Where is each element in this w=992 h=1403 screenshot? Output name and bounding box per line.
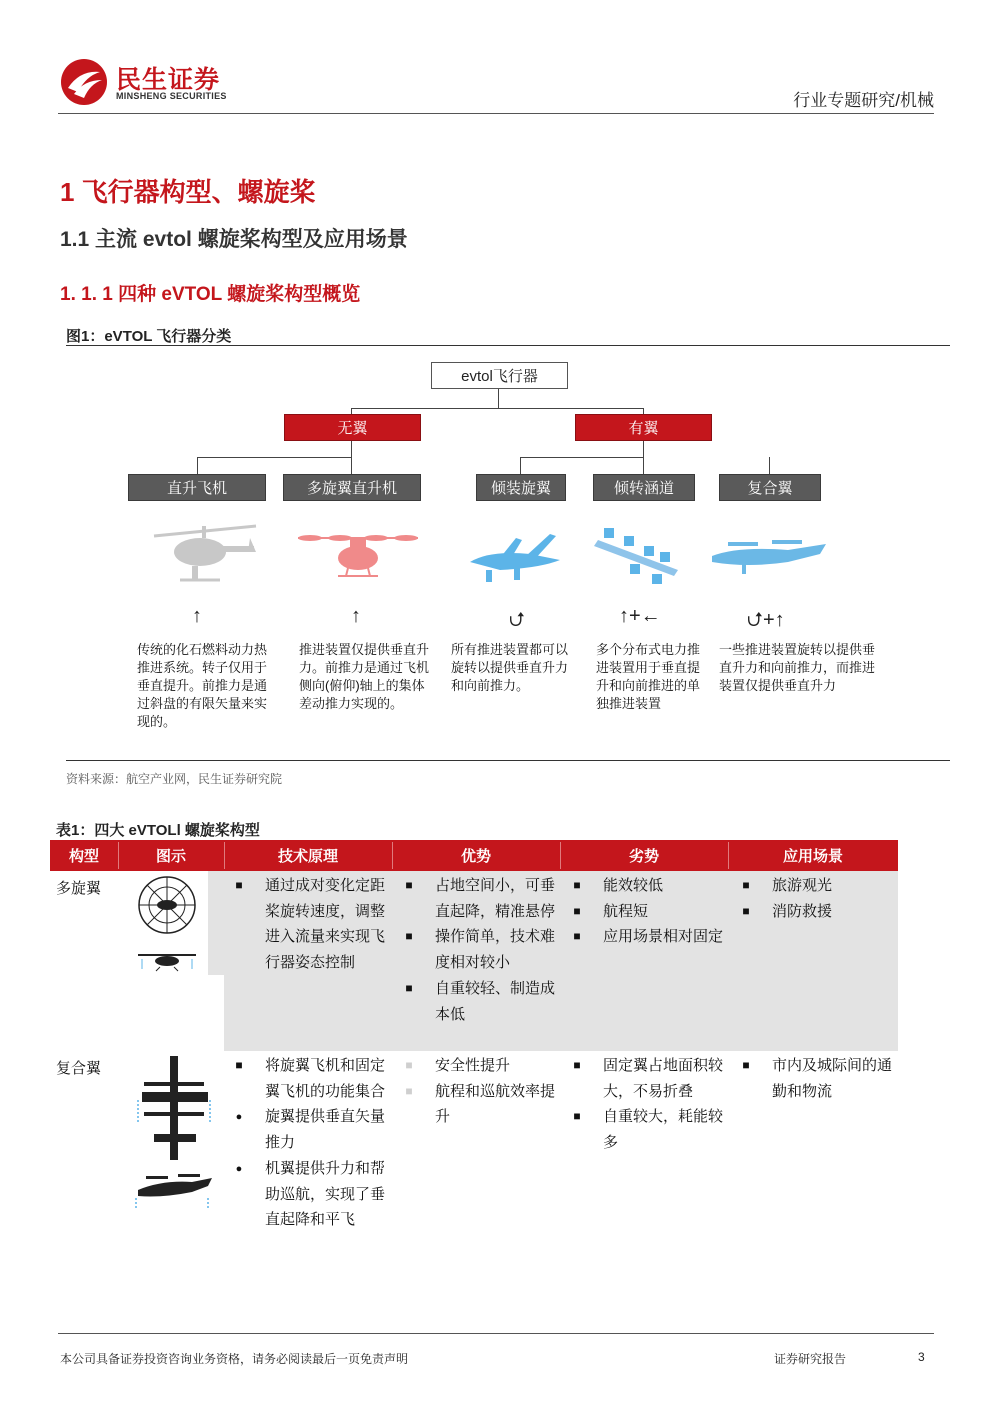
helicopter-icon	[150, 518, 260, 586]
type-node-tiltrotor: 倾装旋翼	[476, 474, 566, 501]
row-type-label: 多旋翼	[56, 880, 102, 897]
thrust-arrow-icon: ⮍	[509, 609, 526, 631]
logo-text-en: MINSHENG SECURITIES	[116, 91, 227, 101]
footer-divider	[58, 1333, 934, 1334]
list-item: ■ 将旋翼飞机和固定翼飞机的功能集合	[233, 1053, 393, 1104]
description-compound: 一些推进装置旋转以提供垂直升力和向前推力，而推进装置仅提供垂直升力	[719, 642, 876, 693]
list-item: ■ 应用场景相对固定	[571, 924, 731, 950]
group-node-wingless: 无翼	[284, 414, 421, 441]
list-item: ■ 自重较轻、制造成本低	[403, 976, 563, 1027]
list-item: ■ 占地空间小，可垂直起降，精准悬停	[403, 873, 563, 924]
list-item: ■ 旅游观光	[740, 873, 890, 899]
list-item: ● 旋翼提供垂直矢量推力	[233, 1104, 393, 1155]
table-header	[50, 840, 898, 871]
thrust-arrow-icon: ↑	[192, 605, 202, 627]
thrust-arrow-icon: ↑+←	[619, 605, 661, 627]
type-node-multirotor: 多旋翼直升机	[283, 474, 421, 501]
list-item: ■ 航程和巡航效率提升	[403, 1079, 563, 1130]
type-node-tiltduct: 倾转涵道	[593, 474, 695, 501]
figure-top-rule	[66, 345, 950, 346]
section-heading-1: 1 飞行器构型、螺旋桨	[60, 177, 316, 207]
type-cell-bg	[50, 871, 126, 1051]
connector-line	[351, 441, 352, 457]
principle-cell	[233, 873, 393, 976]
connector-line	[351, 457, 352, 474]
list-item: ■ 消防救援	[740, 899, 890, 925]
logo-text-cn: 民生证券	[116, 66, 221, 94]
page-number: 3	[918, 1350, 925, 1364]
connector-line	[520, 457, 644, 458]
list-item: ■ 操作简单，技术难度相对较小	[403, 924, 563, 975]
connector-line	[769, 457, 770, 474]
cons-cell	[571, 1053, 731, 1156]
list-item: ■ 通过成对变化定距桨旋转速度，调整进入流量来实现飞行器姿态控制	[233, 873, 393, 976]
column-header: 构型	[68, 848, 99, 865]
compound-wing-icon	[708, 532, 830, 580]
uses-cell	[740, 873, 890, 924]
description-tiltduct: 多个分布式电力推进装置用于垂直提升和向前推进的单独推进装置	[596, 642, 701, 711]
connector-line	[498, 389, 499, 409]
uses-cell	[740, 1053, 895, 1104]
connector-line	[351, 408, 644, 409]
root-node: evtol飞行器	[431, 362, 568, 389]
row-type-label: 复合翼	[56, 1060, 102, 1077]
cons-cell	[571, 873, 731, 950]
list-item: ■ 自重较大，耗能较多	[571, 1104, 731, 1155]
pros-cell	[403, 873, 563, 1027]
description-helicopter: 传统的化石燃料动力热推进系统。转子仅用于垂直提升。前推力是通过斜盘的有限矢量来实现的。	[137, 642, 268, 729]
figure-bottom-rule	[66, 760, 950, 761]
image-cell-bg	[126, 975, 224, 1051]
figure-source: 资料来源：航空产业网，民生证券研究院	[66, 772, 283, 786]
list-item: ■ 能效较低	[571, 873, 731, 899]
section-heading-1-1-1: 1. 1. 1 四种 eVTOL 螺旋桨构型概览	[60, 284, 361, 305]
connector-line	[520, 457, 521, 474]
section-heading-1-1: 1.1 主流 evtol 螺旋桨构型及应用场景	[60, 228, 408, 251]
compound-wing-diagram-icon	[132, 1052, 214, 1212]
connector-line	[197, 457, 352, 458]
thrust-arrow-icon: ⮍+↑	[747, 609, 785, 631]
figure-caption: 图1：eVTOL 飞行器分类	[66, 328, 232, 345]
list-item: ■ 安全性提升	[403, 1053, 563, 1079]
minsheng-logo-icon	[60, 58, 108, 106]
column-header: 图示	[155, 848, 186, 865]
list-item: ■ 固定翼占地面积较大，不易折叠	[571, 1053, 731, 1104]
table-caption: 表1：四大 eVTOLl 螺旋桨构型	[56, 822, 260, 839]
type-node-compound: 复合翼	[719, 474, 821, 501]
list-item: ■ 市内及城际间的通勤和物流	[740, 1053, 895, 1104]
multirotor-icon	[294, 528, 422, 584]
multirotor-diagram-icon	[126, 871, 208, 975]
type-node-helicopter: 直升飞机	[128, 474, 266, 501]
description-tiltrotor: 所有推进装置都可以旋转以提供垂直升力和向前推力。	[451, 642, 569, 693]
header-divider	[58, 113, 934, 114]
footer-disclaimer: 本公司具备证券投资咨询业务资格，请务必阅读最后一页免责声明	[60, 1352, 409, 1366]
connector-line	[643, 457, 644, 474]
list-item: ● 机翼提供升力和帮助巡航，实现了垂直起降和平飞	[233, 1156, 393, 1233]
column-header: 应用场景	[782, 848, 843, 865]
pros-cell	[403, 1053, 563, 1130]
footer-report-type: 证券研究报告	[774, 1352, 847, 1366]
connector-line	[643, 441, 644, 457]
list-item: ■ 航程短	[571, 899, 731, 925]
description-multirotor: 推进装置仅提供垂直升力。前推力是通过飞机侧向(俯仰)轴上的集体差动推力实现的。	[299, 642, 430, 711]
thrust-arrow-icon: ↑	[351, 605, 361, 627]
report-category: 行业专题研究/机械	[793, 91, 934, 110]
column-header: 优势	[460, 848, 491, 865]
tiltduct-icon	[590, 520, 686, 590]
column-header: 技术原理	[277, 848, 338, 865]
column-header: 劣势	[628, 848, 659, 865]
tiltrotor-icon	[460, 520, 570, 586]
connector-line	[197, 457, 198, 474]
principle-cell	[233, 1053, 393, 1233]
group-node-winged: 有翼	[575, 414, 712, 441]
